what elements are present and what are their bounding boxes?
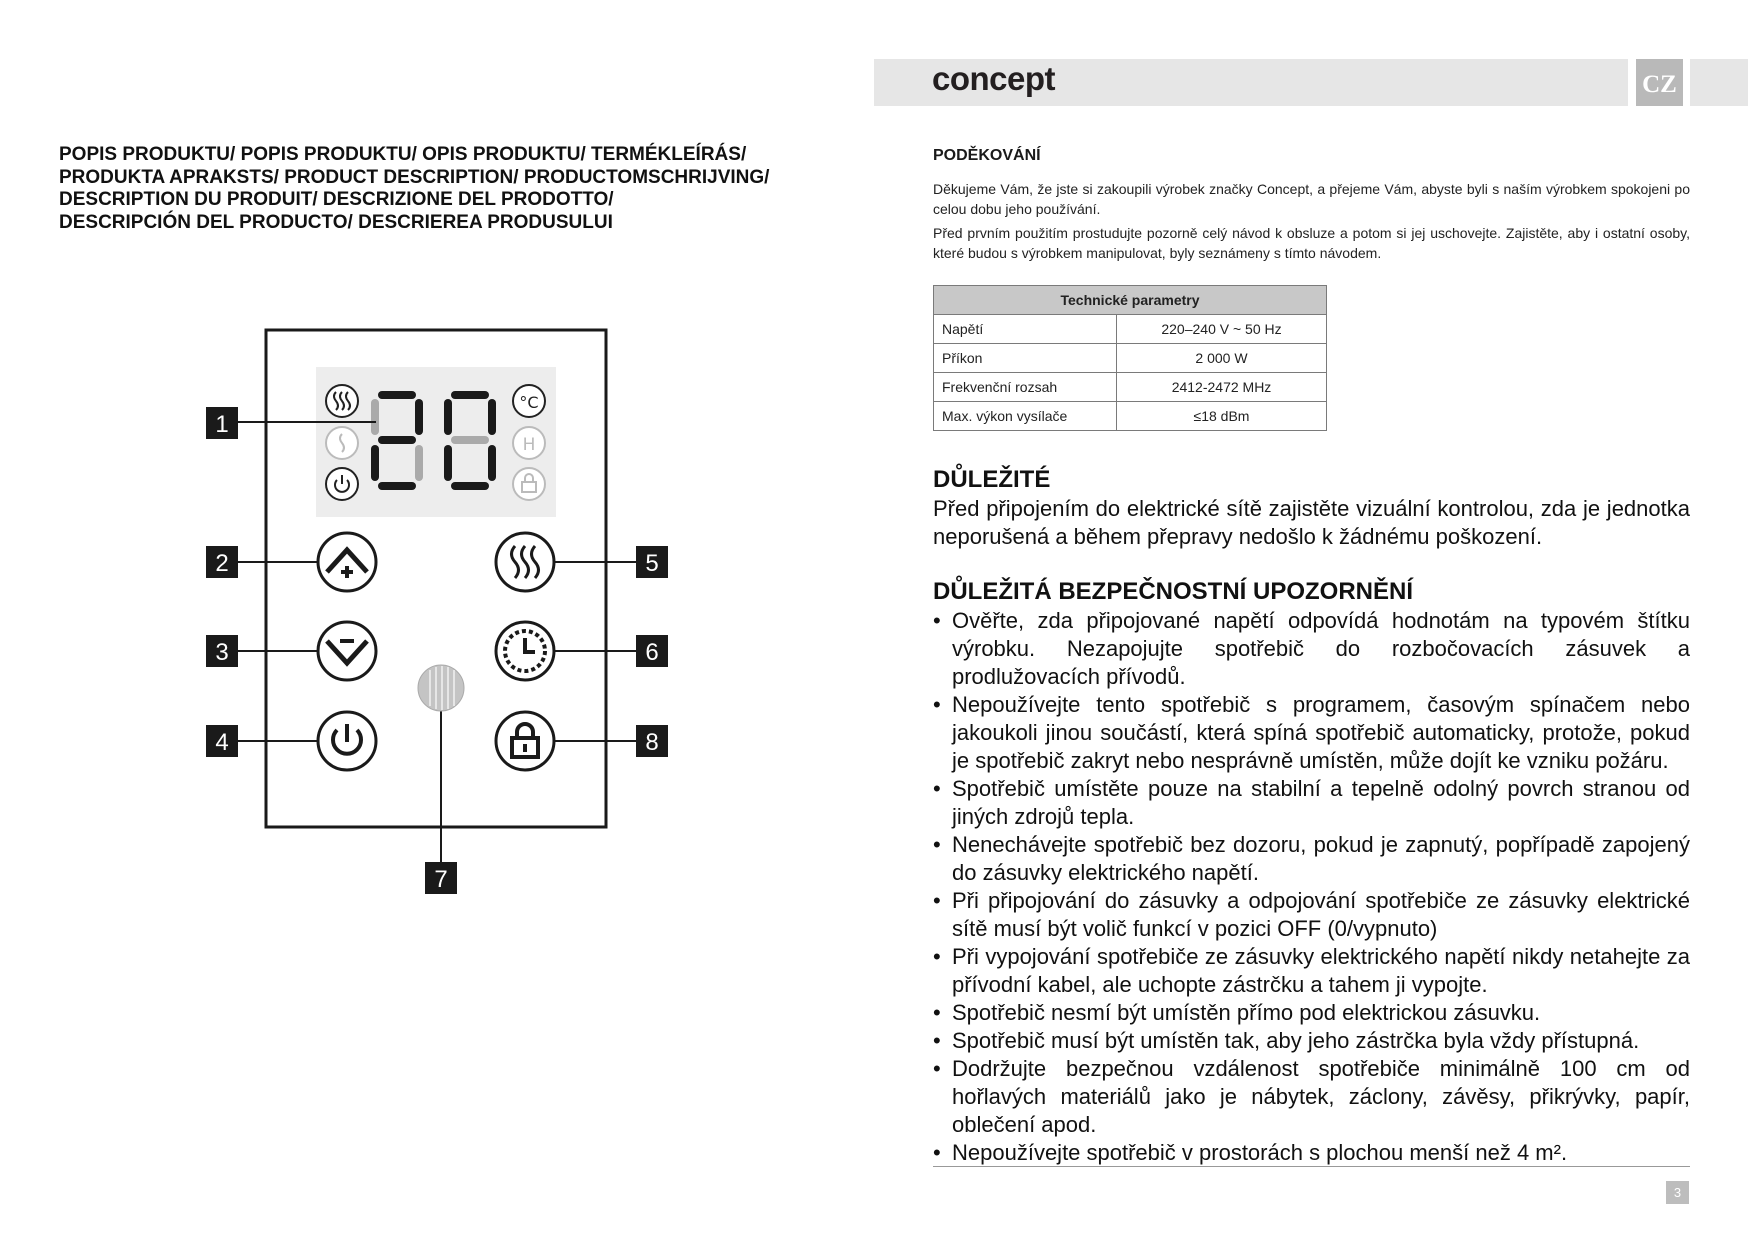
lock-button[interactable]	[496, 712, 554, 770]
callout-4	[206, 725, 238, 757]
list-item: • Ověřte, zda připojované napětí odpovídá hodnotám na typovém štítku výrobku. Nezapojujte spotřebič do rozbočovacích zásuvek a prodlužovacích přívodů.	[933, 607, 1690, 691]
svg-text:4: 4	[215, 729, 229, 756]
language-tab: CZ	[1636, 59, 1683, 106]
svg-text:1: 1	[215, 411, 229, 438]
callout-1	[206, 407, 238, 439]
svg-text:3: 3	[215, 639, 229, 666]
footer-divider	[933, 1166, 1690, 1167]
callout-3	[206, 635, 238, 667]
heat-mode-button[interactable]	[496, 533, 554, 591]
list-item: • Spotřebič musí být umístěn tak, aby jeho zástrčka byla vždy přístupná.	[933, 1027, 1690, 1055]
thanks-heading: PODĚKOVÁNÍ	[933, 147, 1041, 164]
table-row	[934, 402, 1327, 431]
safety-list	[933, 607, 1690, 1167]
celsius-icon	[513, 385, 545, 417]
param-value: 2 000 W	[1117, 344, 1327, 373]
important-heading: DŮLEŽITÉ	[933, 466, 1051, 493]
title-line: POPIS PRODUKTU/ POPIS PRODUKTU/ OPIS PRODUKTU/ TERMÉKLEÍRÁS/	[59, 144, 747, 165]
list-item: • Při vypojování spotřebiče ze zásuvky elektrického napětí nikdy netahejte za přívodní kabel, ale uchopte zástrčku a tahem ji vypojte.	[933, 943, 1690, 999]
title-line: PRODUKTA APRAKSTS/ PRODUCT DESCRIPTION/ PRODUCTOMSCHRIJVING/	[59, 166, 770, 188]
param-label: Příkon	[934, 344, 1117, 373]
list-item: • Při připojování do zásuvky a odpojování spotřebiče ze zásuvky elektrické sítě musí být volič funkcí v pozici OFF (0/vypnuto)	[933, 887, 1690, 943]
page-number: 3	[1666, 1181, 1689, 1204]
sensor-window	[418, 665, 464, 711]
thanks-paragraph: Děkujeme Vám, že jste si zakoupili výrobek značky Concept, a přejeme Vám, abyste byli s naším výrobkem spokojeni po celou dobu jeho používání.	[933, 181, 1690, 217]
callout-6	[636, 635, 668, 667]
param-value: 220–240 V ~ 50 Hz	[1117, 315, 1327, 344]
param-value: ≤18 dBm	[1117, 402, 1327, 431]
hour-icon	[513, 427, 545, 459]
svg-text:°C: °C	[519, 393, 539, 412]
list-item: • Nenechávejte spotřebič bez dozoru, pokud je zapnutý, popřípadě zapojený do zásuvky elektrického napětí.	[933, 831, 1690, 887]
header-bar-end	[1690, 59, 1748, 106]
svg-text:7: 7	[434, 866, 448, 893]
table-row	[934, 315, 1327, 344]
callout-8	[636, 725, 668, 757]
list-item: • Spotřebič nesmí být umístěn přímo pod elektrickou zásuvku.	[933, 999, 1690, 1027]
up-plus-button[interactable]	[318, 533, 376, 591]
svg-text:8: 8	[645, 729, 659, 756]
callout-2	[206, 546, 238, 578]
param-value: 2412-2472 MHz	[1117, 373, 1327, 402]
table-row	[934, 373, 1327, 402]
svg-text:2: 2	[215, 550, 229, 577]
svg-text:H: H	[522, 435, 536, 455]
list-item: • Spotřebič umístěte pouze na stabilní a tepelně odolný povrch stranou od jiných zdrojů tepla.	[933, 775, 1690, 831]
param-label: Napětí	[934, 315, 1117, 344]
brand-logo: concept	[932, 60, 1056, 97]
param-label: Frekvenční rozsah	[934, 373, 1117, 402]
low-heat-icon	[326, 427, 358, 459]
list-item: • Nepoužívejte tento spotřebič s programem, časovým spínačem nebo jakoukoli jinou součástí, která spíná spotřebič automaticky, protože, pokud je spotřebič zakryt nebo nesprávně umístěn, může dojít ke vzniku požáru.	[933, 691, 1690, 775]
down-minus-button[interactable]	[318, 622, 376, 680]
callout-5	[636, 546, 668, 578]
svg-text:5: 5	[645, 550, 659, 577]
list-item: • Dodržujte bezpečnou vzdálenost spotřebiče minimálně 100 cm od hořlavých materiálů jako je nábytek, záclony, závěsy, přikrývky, papír, oblečení apod.	[933, 1055, 1690, 1139]
technical-parameters-table	[933, 285, 1327, 431]
power-button[interactable]	[318, 712, 376, 770]
list-item: • Nepoužívejte spotřebič v prostorách s plochou menší než 4 m².	[933, 1139, 1690, 1167]
safety-heading: DŮLEŽITÁ BEZPEČNOSTNÍ UPOZORNĚNÍ	[933, 578, 1414, 605]
table-title: Technické parametry	[934, 286, 1327, 315]
param-label: Max. výkon vysílače	[934, 402, 1117, 431]
instructions-paragraph: Před prvním použitím prostudujte pozorně celý návod k obsluze a potom si jej uschovejte. Zajistěte, aby i ostatní osoby, které budou s výrobkem manipulovat, byly seznámeny s tímto návodem.	[933, 225, 1690, 261]
title-line: DESCRIPCIÓN DEL PRODUCTO/ DESCRIEREA PRODUSULUI	[59, 211, 613, 233]
table-row	[934, 344, 1327, 373]
timer-button[interactable]	[496, 622, 554, 680]
display-lock-icon	[513, 468, 545, 500]
title-line: DESCRIPTION DU PRODUIT/ DESCRIZIONE DEL PRODOTTO/	[59, 189, 614, 210]
standby-icon	[326, 468, 358, 500]
callout-7	[425, 862, 457, 894]
heat-waves-icon	[326, 385, 358, 417]
svg-text:6: 6	[645, 639, 659, 666]
important-text: Před připojením do elektrické sítě zajistěte vizuální kontrolou, zda je jednotka neporušená a během přepravy nedošlo k žádnému poškození.	[933, 496, 1690, 549]
